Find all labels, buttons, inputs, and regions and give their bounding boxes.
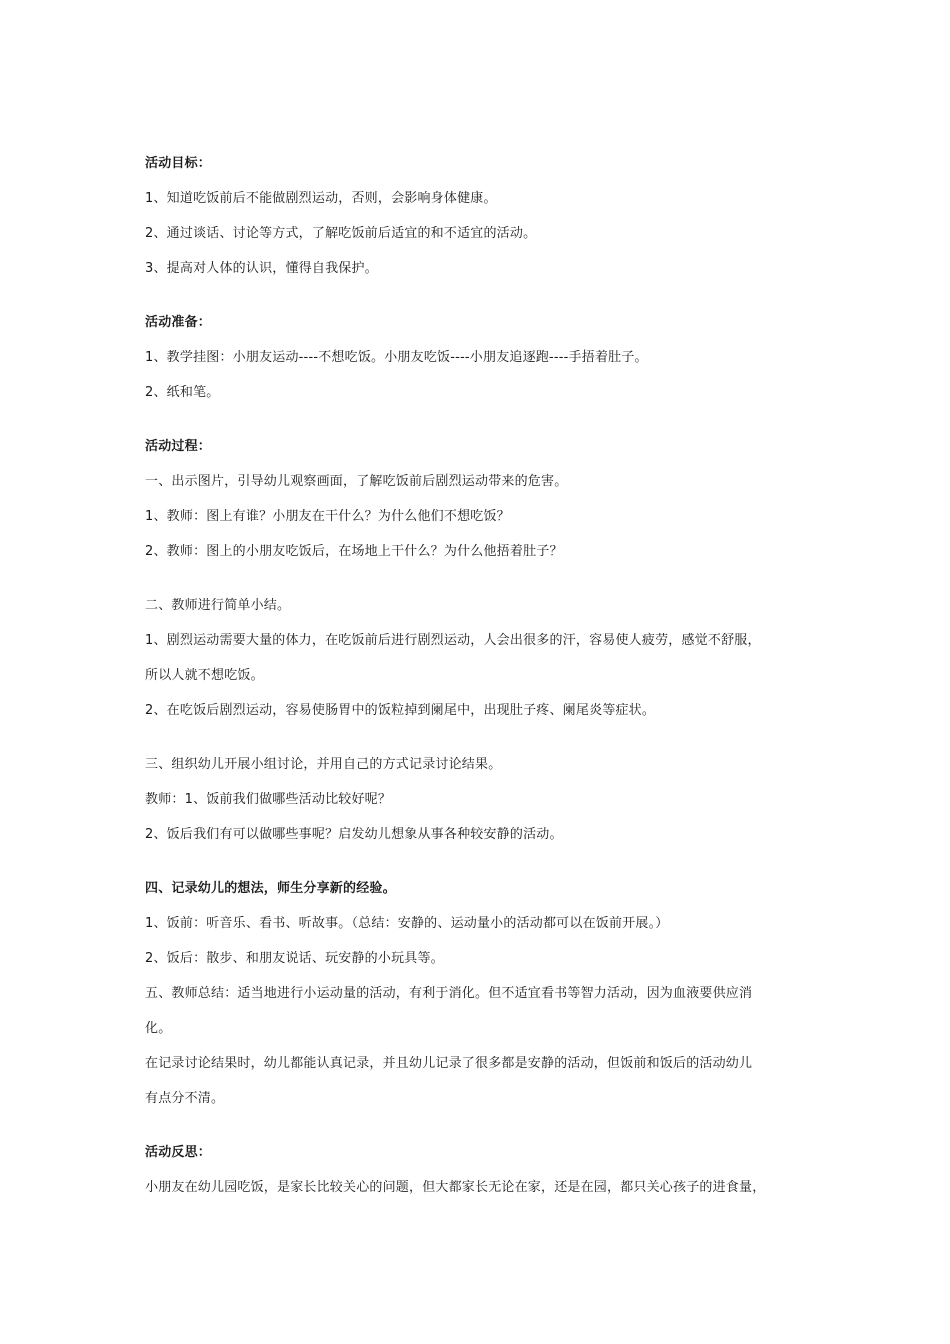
paragraph-gap <box>145 852 815 871</box>
process-step1-line: 1、教师：图上有谁？小朋友在干什么？为什么他们不想吃饭？ <box>145 509 510 524</box>
process-note-line: 有点分不清。 <box>145 1091 225 1106</box>
document-body <box>145 146 815 1205</box>
process-step1-line: 2、教师：图上的小朋友吃饭后，在场地上干什么？为什么他捂着肚子？ <box>145 544 563 559</box>
process-step3-line: 2、饭后我们有可以做哪些事呢？启发幼儿想象从事各种较安静的活动。 <box>145 827 563 842</box>
process-step3-line: 三、组织幼儿开展小组讨论，并用自己的方式记录讨论结果。 <box>145 757 502 772</box>
process-step2-line: 1、剧烈运动需要大量的体力，在吃饭前后进行剧烈运动，人会出很多的汗，容易使人疲劳，感觉不舒服， <box>145 633 761 648</box>
paragraph-gap <box>145 1116 815 1135</box>
goal-line: 3、提高对人体的认识，懂得自我保护。 <box>145 261 378 276</box>
paragraph-gap <box>145 286 815 305</box>
process-step4-title: 四、记录幼儿的想法，师生分享新的经验。 <box>145 881 396 896</box>
process-step4-line: 2、饭后：散步、和朋友说话、玩安静的小玩具等。 <box>145 951 444 966</box>
section-title-reflection: 活动反思： <box>145 1145 212 1160</box>
process-step4-line: 1、饭前：听音乐、看书、听故事。（总结：安静的、运动量小的活动都可以在饭前开展。） <box>145 916 669 931</box>
section-title-preparation: 活动准备： <box>145 315 212 330</box>
process-step3-line: 教师：1、饭前我们做哪些活动比较好呢？ <box>145 792 392 807</box>
process-step2-line: 所以人就不想吃饭。 <box>145 668 264 683</box>
process-step1-line: 一、出示图片，引导幼儿观察画面，了解吃饭前后剧烈运动带来的危害。 <box>145 474 568 489</box>
section-title-process: 活动过程： <box>145 439 212 454</box>
reflection-line: 小朋友在幼儿园吃饭，是家长比较关心的问题，但大都家长无论在家，还是在园，都只关心孩子的进食量， <box>145 1180 766 1195</box>
process-step2-line: 二、教师进行简单小结。 <box>145 598 291 613</box>
process-step5-line: 五、教师总结：适当地进行小运动量的活动，有利于消化。但不适宜看书等智力活动，因为血液要供应消 <box>145 986 753 1001</box>
process-step2-line: 2、在吃饭后剧烈运动，容易使肠胃中的饭粒掉到阑尾中，出现肚子疼、阑尾炎等症状。 <box>145 703 656 718</box>
preparation-line: 2、纸和笔。 <box>145 385 220 400</box>
section-title-goals: 活动目标： <box>145 156 212 171</box>
process-note-line: 在记录讨论结果时，幼儿都能认真记录，并且幼儿记录了很多都是安静的活动，但饭前和饭后的活动幼儿 <box>145 1056 753 1071</box>
goal-line: 2、通过谈话、讨论等方式，了解吃饭前后适宜的和不适宜的活动。 <box>145 226 537 241</box>
paragraph-gap <box>145 728 815 747</box>
process-step5-line: 化。 <box>145 1021 172 1036</box>
paragraph-gap <box>145 410 815 429</box>
preparation-line: 1、教学挂图：小朋友运动----不想吃饭。小朋友吃饭----小朋友追逐跑----手捂着肚子。 <box>145 350 648 365</box>
goal-line: 1、知道吃饭前后不能做剧烈运动，否则，会影响身体健康。 <box>145 191 497 206</box>
paragraph-gap <box>145 569 815 588</box>
